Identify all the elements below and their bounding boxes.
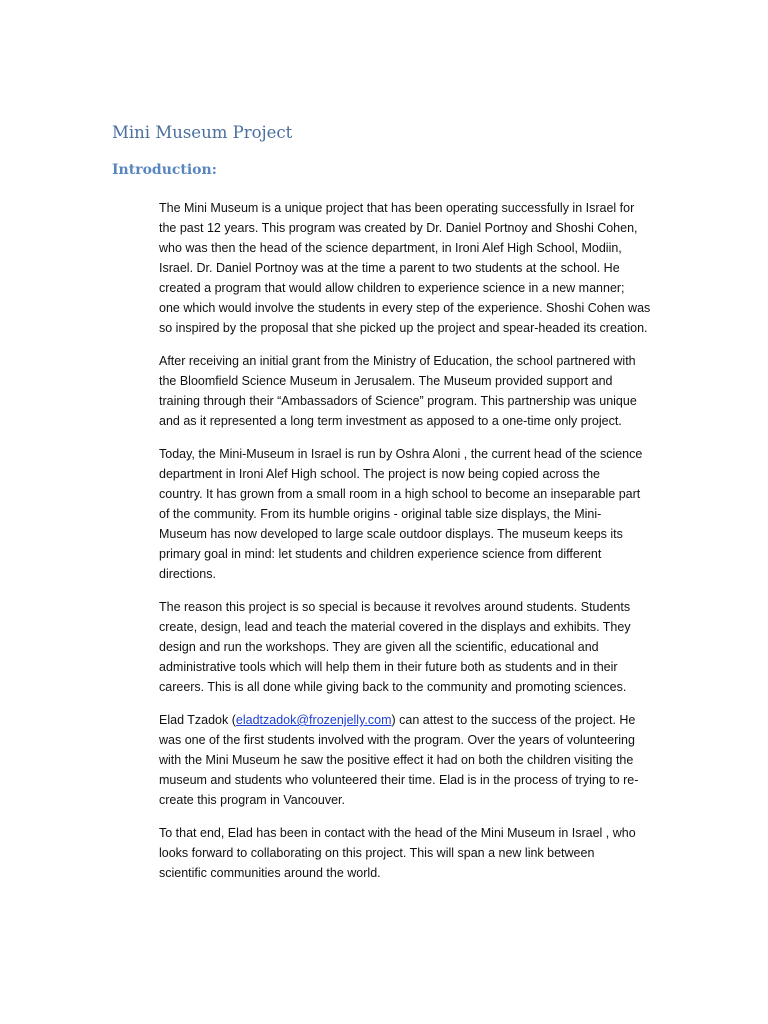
paragraph-reason (159, 597, 674, 697)
text-line: looks forward to collaborating on this project. This will span a new link between (159, 846, 595, 860)
text-line: created a program that would allow children to experience science in a new manner; (159, 281, 625, 295)
text-line: The Mini Museum is a unique project that has been operating successfully in Israel for (159, 201, 635, 215)
text-line: who was then the head of the science department, in Ironi Alef High School, Modiin, (159, 241, 622, 255)
text-line: with the Mini Museum he saw the positive effect it had on both the children visiting the (159, 753, 634, 767)
text-line: training through their “Ambassadors of Science” program. This partnership was unique (159, 394, 637, 408)
section-heading-introduction: Introduction: (112, 162, 217, 178)
text-line: Today, the Mini-Museum in Israel is run by Oshra Aloni , the current head of the science (159, 447, 643, 461)
document-body (159, 198, 674, 896)
text-line: was one of the first students involved with the program. Over the years of volunteering (159, 733, 635, 747)
text-line: design and run the workshops. They are given all the scientific, educational and (159, 640, 599, 654)
text-line: careers. This is all done while giving back to the community and promoting sciences. (159, 680, 627, 694)
text-line: primary goal in mind: let students and children experience science from different (159, 547, 602, 561)
text-line: create, design, lead and teach the material covered in the displays and exhibits. They (159, 620, 631, 634)
paragraph-closing (159, 823, 674, 883)
text-line: To that end, Elad has been in contact with the head of the Mini Museum in Israel , who (159, 826, 636, 840)
text-line: administrative tools which will help them in their future both as students and in their (159, 660, 618, 674)
text-line: the Bloomfield Science Museum in Jerusalem. The Museum provided support and (159, 374, 613, 388)
text-fragment: Elad Tzadok ( (159, 713, 236, 727)
text-line: department in Ironi Alef High school. The project is now being copied across the (159, 467, 600, 481)
text-line: the past 12 years. This program was created by Dr. Daniel Portnoy and Shoshi Cohen, (159, 221, 638, 235)
text-line: so inspired by the proposal that she picked up the project and spear-headed its creation. (159, 321, 648, 335)
text-fragment: ) can attest to the success of the project. He (391, 713, 636, 727)
text-line: country. It has grown from a small room in a high school to become an inseparable part (159, 487, 641, 501)
text-line: After receiving an initial grant from the Ministry of Education, the school partnered with (159, 354, 636, 368)
email-link[interactable]: eladtzadok@frozenjelly.com (235, 713, 392, 727)
text-line: of the community. From its humble origins - original table size displays, the Mini- (159, 507, 602, 521)
text-line: Israel. Dr. Daniel Portnoy was at the time a parent to two students at the school. He (159, 261, 620, 275)
paragraph-origin (159, 198, 674, 338)
text-line: directions. (159, 567, 216, 581)
text-line: The reason this project is so special is because it revolves around students. Students (159, 600, 631, 614)
text-line: create this program in Vancouver. (159, 793, 345, 807)
document-title: Mini Museum Project (112, 123, 293, 142)
text-line-with-link (159, 710, 674, 730)
paragraph-grant (159, 351, 674, 431)
paragraph-elad (159, 710, 674, 810)
text-line: Museum has now developed to large scale outdoor displays. The museum keeps its (159, 527, 623, 541)
paragraph-today (159, 444, 674, 584)
text-line: scientific communities around the world. (159, 866, 381, 880)
text-line: museum and students who volunteered their time. Elad is in the process of trying to re- (159, 773, 639, 787)
text-line: one which would involve the students in every step of the experience. Shoshi Cohen was (159, 301, 651, 315)
text-line: and as it represented a long term investment as apposed to a one-time only project. (159, 414, 622, 428)
